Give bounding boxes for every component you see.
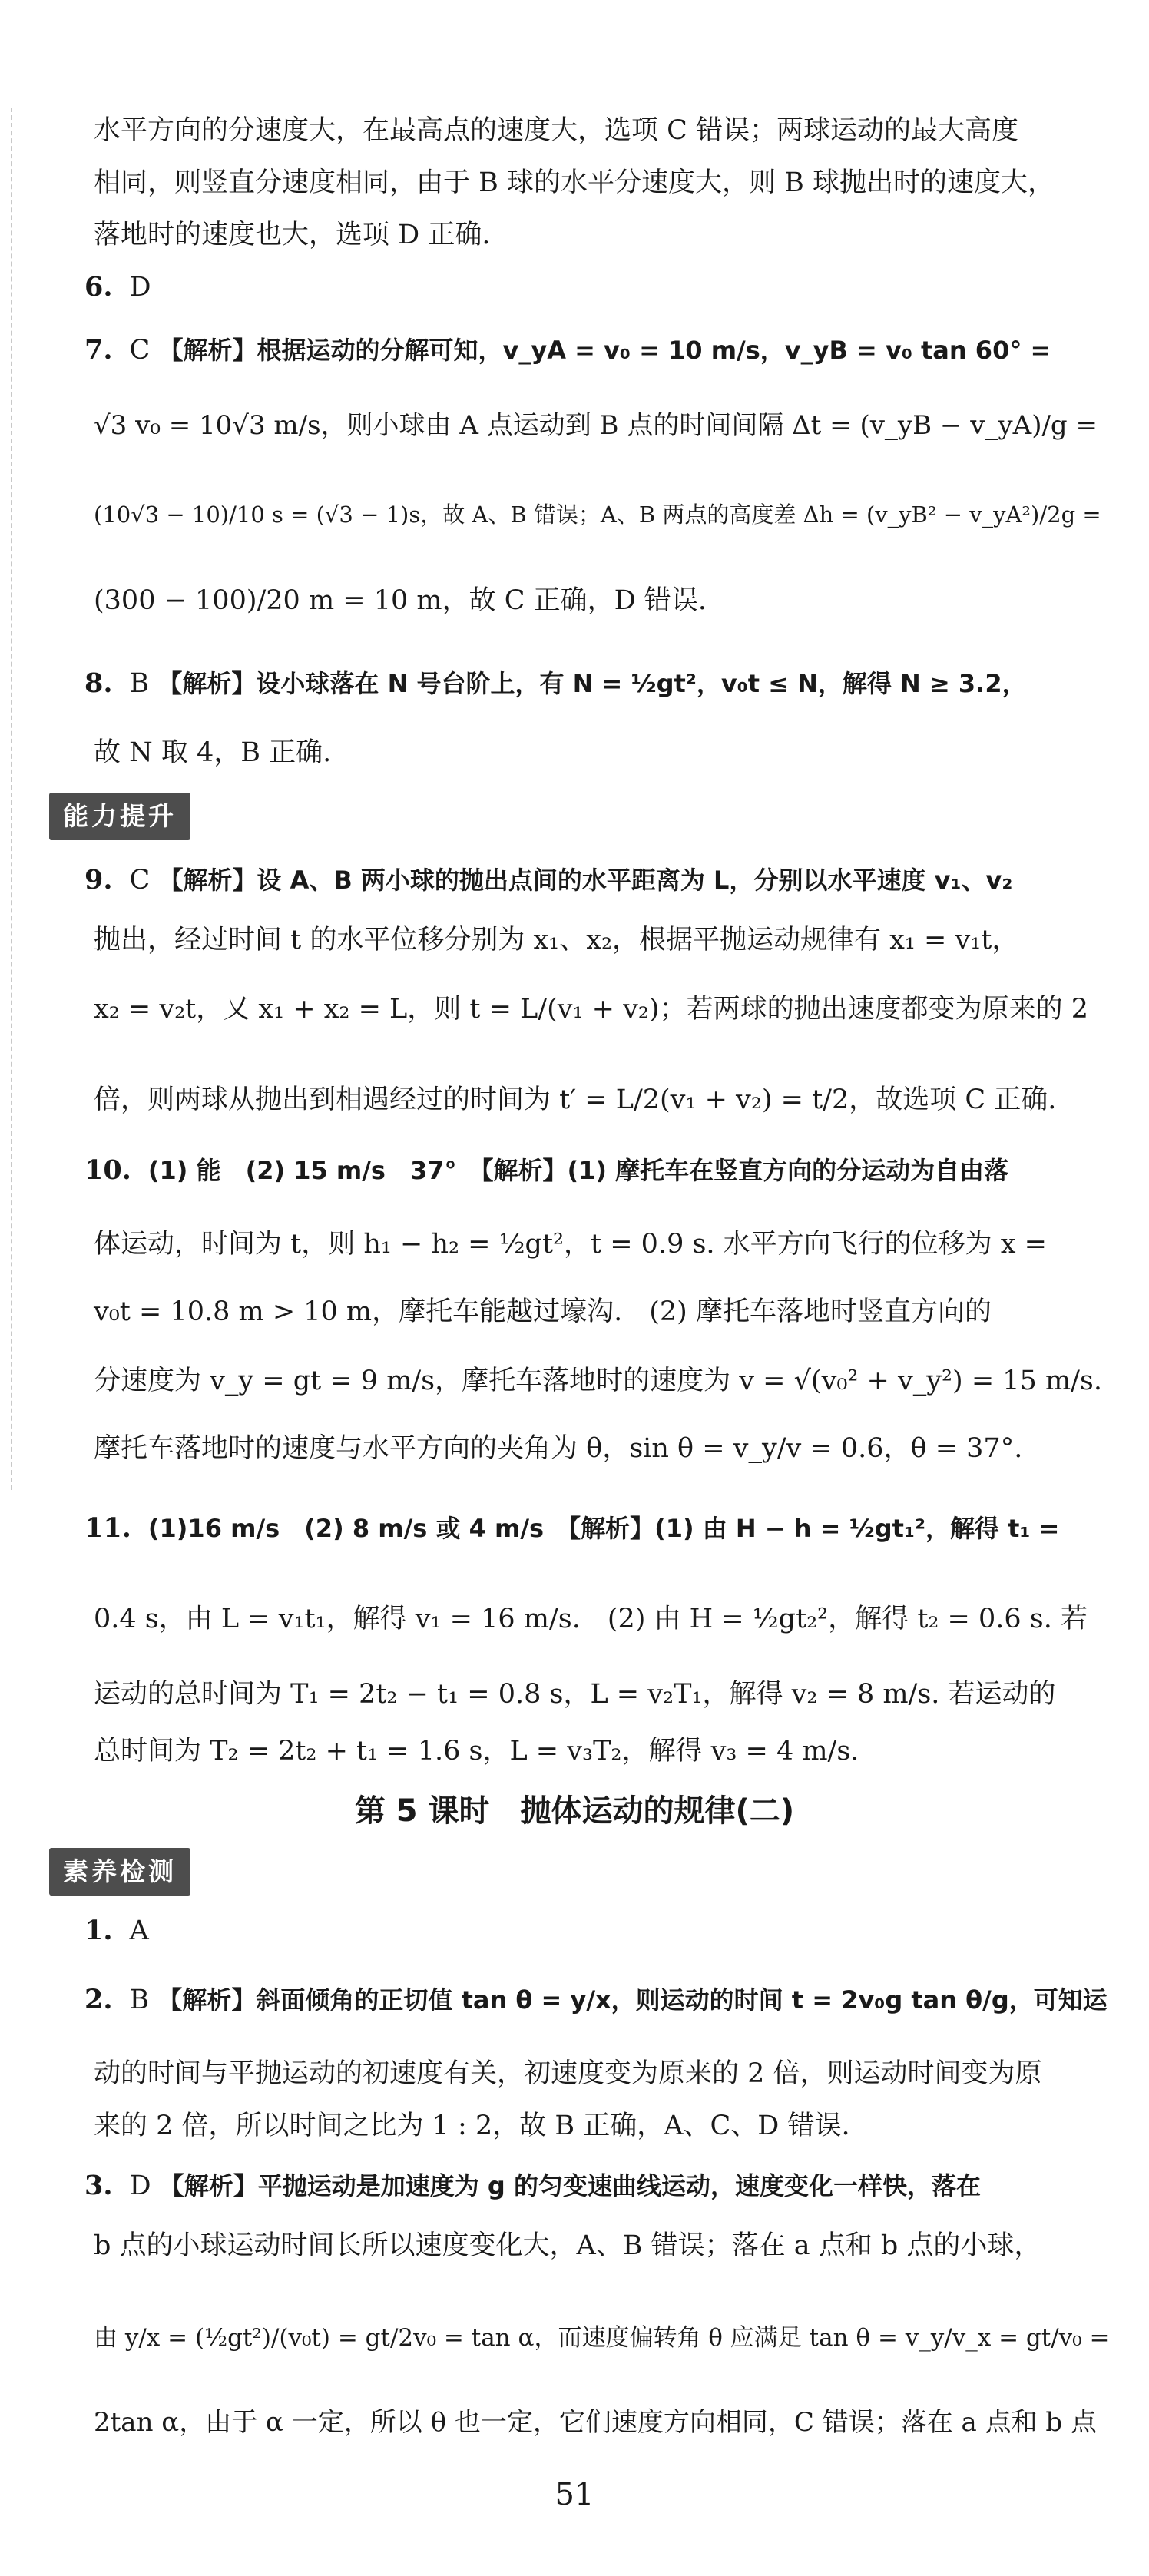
text-line: v₀t = 10.8 m > 10 m，摩托车能越过壕沟. (2) 摩托车落地时竖直方向的 [94, 1296, 992, 1327]
text-line: 故 N 取 4，B 正确. [94, 737, 332, 768]
analysis-text: 【解析】斜面倾角的正切值 tan θ = y/x，则运动的时间 t = 2v₀g tan θ/g，可知运 [157, 1985, 1108, 2015]
section-badge-ability: 能力提升 [49, 793, 190, 840]
answer-text: A [129, 1915, 149, 1946]
question-number: 7. [84, 334, 113, 366]
question-6 [84, 269, 151, 306]
text-line: 运动的总时间为 T₁ = 2t₂ − t₁ = 0.8 s，L = v₂T₁，解得 v₂ = 8 m/s. 若运动的 [94, 1679, 1056, 1710]
analysis-text: (1)16 m/s (2) 8 m/s 或 4 m/s 【解析】(1) 由 H − h = ½gt₁²，解得 t₁ = [147, 1514, 1060, 1543]
analysis-text: 【解析】根据运动的分解可知，v_yA = v₀ = 10 m/s，v_yB = v₀ tan 60° = [158, 336, 1051, 365]
analysis-text: 【解析】设 A、B 两小球的抛出点间的水平距离为 L，分别以水平速度 v₁、v₂ [158, 866, 1013, 895]
question-8 [84, 665, 1027, 702]
question-number: 3. [84, 2170, 113, 2201]
text-line: 摩托车落地时的速度与水平方向的夹角为 θ，sin θ = v_y/v = 0.6，θ = 37°. [94, 1433, 1023, 1464]
question-9 [84, 862, 1012, 899]
text-line: (300 − 100)/20 m = 10 m，故 C 正确，D 错误. [94, 585, 707, 616]
question-number: 2. [84, 1984, 113, 2015]
question-11 [84, 1510, 1059, 1547]
section-badge-literacy: 素养检测 [49, 1848, 190, 1896]
text-line: 0.4 s，由 L = v₁t₁，解得 v₁ = 16 m/s. (2) 由 H = ½gt₂²，解得 t₂ = 0.6 s. 若 [94, 1604, 1088, 1634]
analysis-text: (1) 能 (2) 15 m/s 37° 【解析】(1) 摩托车在竖直方向的分运动为自由落 [147, 1156, 1009, 1185]
question-number: 6. [84, 271, 113, 303]
section-title: 第 5 课时 抛体运动的规律(二) [354, 1793, 795, 1829]
text-line: 水平方向的分速度大，在最高点的速度大，选项 C 错误；两球运动的最大高度 [94, 115, 1019, 146]
text-line: 动的时间与平抛运动的初速度有关，初速度变为原来的 2 倍，则运动时间变为原 [94, 2058, 1042, 2089]
text-line: x₂ = v₂t，又 x₁ + x₂ = L，则 t = L/(v₁ + v₂)；若两球的抛出速度都变为原来的 2 [94, 994, 1088, 1025]
question-s3 [84, 2167, 981, 2204]
question-number: 1. [84, 1915, 113, 1946]
question-s1 [84, 1912, 149, 1949]
page-number: 51 [555, 2477, 594, 2512]
answer-choice: B [129, 668, 150, 699]
question-number: 8. [84, 667, 113, 699]
text-line: b 点的小球运动时间长所以速度变化大，A、B 错误；落在 a 点和 b 点的小球， [94, 2230, 1041, 2261]
question-number: 11. [84, 1512, 131, 1544]
text-line: 总时间为 T₂ = 2t₂ + t₁ = 1.6 s，L = v₃T₂，解得 v₃ = 4 m/s. [94, 1736, 859, 1766]
answer-choice: D [129, 2170, 151, 2201]
analysis-text: 【解析】平抛运动是加速度为 g 的匀变速曲线运动，速度变化一样快，落在 [159, 2171, 981, 2200]
answer-choice: C [129, 865, 151, 896]
text-line: 落地时的速度也大，选项 D 正确. [94, 220, 491, 250]
question-number: 10. [84, 1154, 131, 1186]
answer-choice: C [129, 335, 151, 366]
text-line: 抛出，经过时间 t 的水平位移分别为 x₁、x₂，根据平抛运动规律有 x₁ = v₁t， [94, 925, 1019, 955]
text-line: 2tan α，由于 α 一定，所以 θ 也一定，它们速度方向相同，C 错误；落在 a 点和 b 点 [94, 2407, 1097, 2438]
text-line: (10√3 − 10)/10 s = (√3 − 1)s，故 A、B 错误；A、B 两点的高度差 Δh = (v_yB² − v_yA²)/2g = [94, 502, 1101, 528]
answer-text: D [129, 272, 151, 303]
answer-choice: B [129, 1985, 150, 2015]
text-line: 相同，则竖直分速度相同，由于 B 球的水平分速度大，则 B 球抛出时的速度大， [94, 167, 1055, 198]
text-line: 来的 2 倍，所以时间之比为 1 : 2，故 B 正确，A、C、D 错误. [94, 2111, 850, 2141]
text-line: 体运动，时间为 t，则 h₁ − h₂ = ½gt²，t = 0.9 s. 水平方向飞行的位移为 x = [94, 1229, 1047, 1260]
question-s2 [84, 1982, 1108, 2018]
question-7 [84, 332, 1051, 369]
text-line: 由 y/x = (½gt²)/(v₀t) = gt/2v₀ = tan α，而速度偏转角 θ 应满足 tan θ = v_y/v_x = gt/v₀ = [94, 2324, 1110, 2352]
question-10 [84, 1152, 1008, 1189]
analysis-text: 【解析】设小球落在 N 号台阶上，有 N = ½gt²，v₀t ≤ N，解得 N ≥ 3.2， [157, 669, 1027, 698]
question-number: 9. [84, 864, 113, 896]
text-line: 分速度为 v_y = gt = 9 m/s，摩托车落地时的速度为 v = √(v₀² + v_y²) = 15 m/s. [94, 1366, 1103, 1396]
text-line: √3 v₀ = 10√3 m/s，则小球由 A 点运动到 B 点的时间间隔 Δt = (v_yB − v_yA)/g = [94, 410, 1098, 441]
text-line: 倍，则两球从抛出到相遇经过的时间为 t′ = L/2(v₁ + v₂) = t/2，故选项 C 正确. [94, 1084, 1057, 1115]
margin-dashed-line [11, 108, 12, 1490]
